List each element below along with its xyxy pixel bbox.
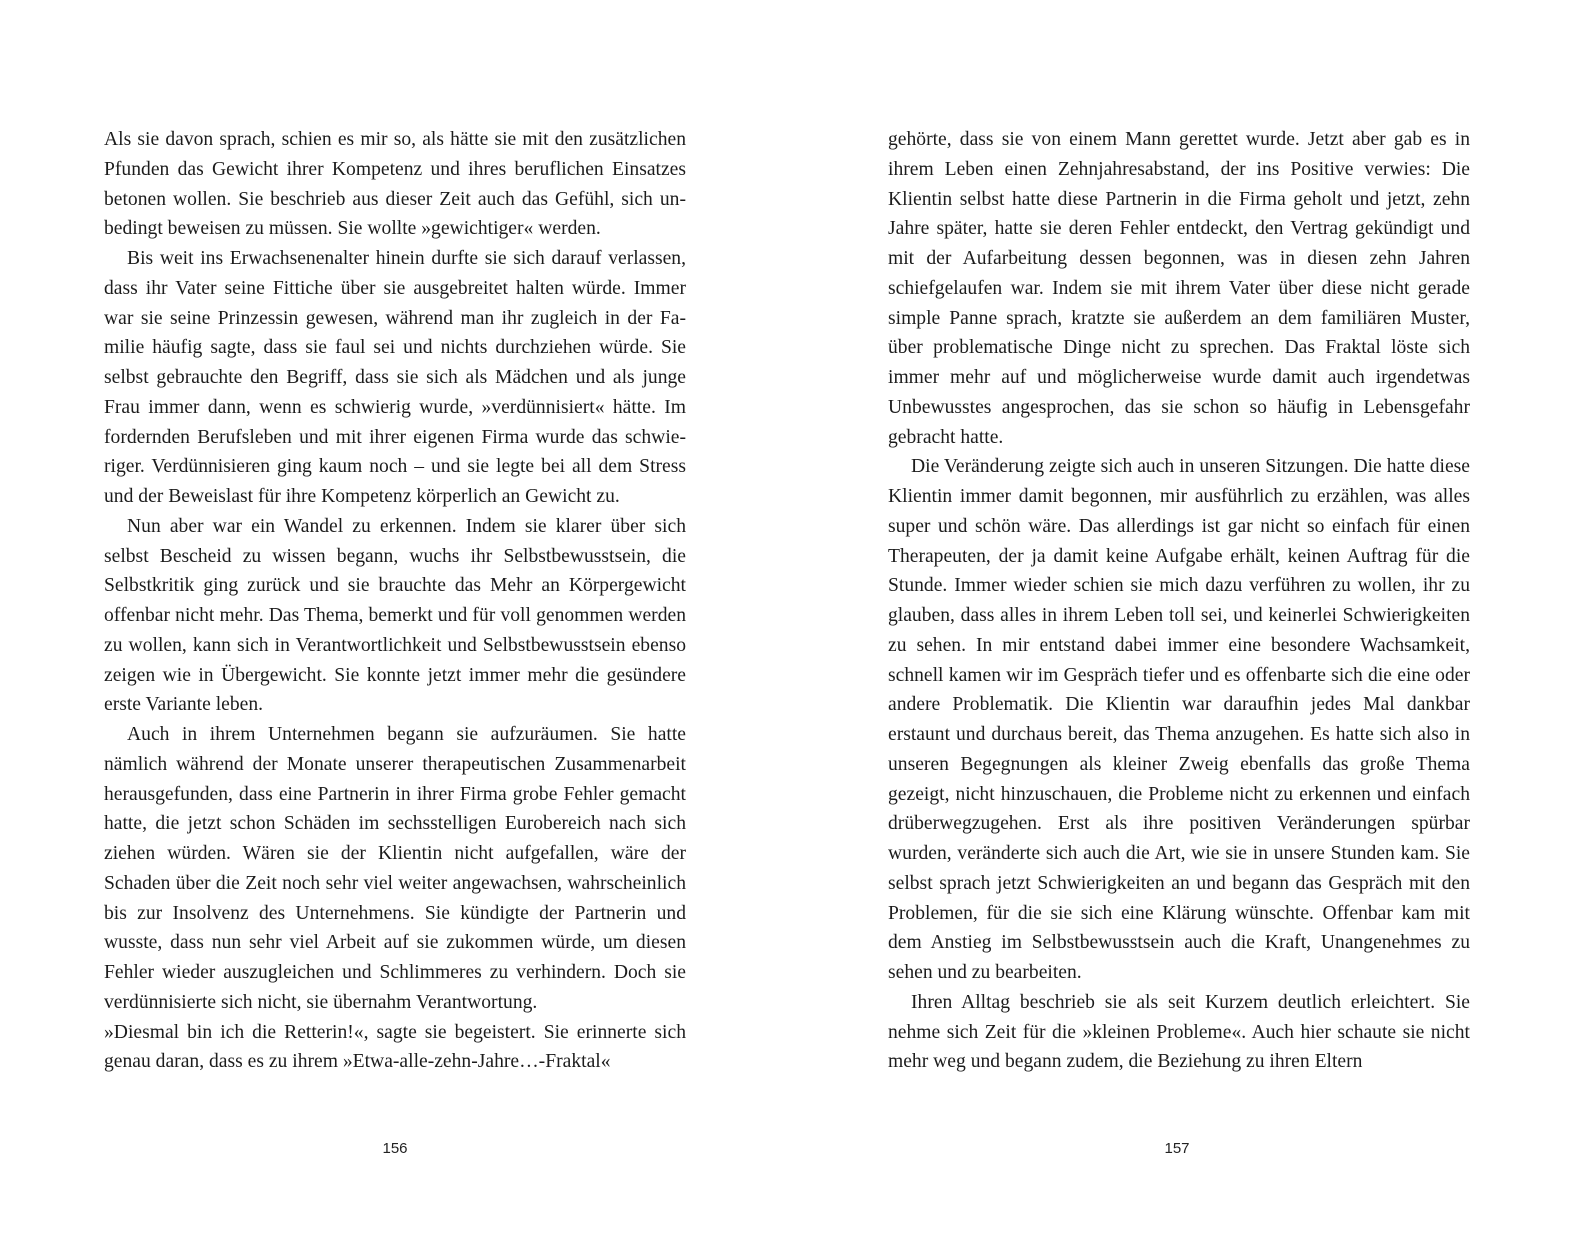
paragraph: Bis weit ins Erwachsenenalter hinein durfte sie sich darauf verlassen, dass ihr Vater seine Fittiche über sie ausgebreitet halten würde. Immer war sie seine Prinzessin gewesen, während man ihr zugleich in der Familie häufig sagte, dass sie faul sei und nichts durchziehen würde. Sie selbst gebrauchte den Begriff, dass sie sich als Mädchen und als junge Frau immer dann, wenn es schwierig wurde, »verdünnisiert« hätte. Im fordernden Berufsleben und mit ihrer eigenen Firma wurde das schwieriger. Verdünnisieren ging kaum noch – und sie legte bei all dem Stress und der Beweislast für ihre Kompetenz körperlich an Gewicht zu. <box>104 248 686 507</box>
paragraph: Nun aber war ein Wandel zu erkennen. Indem sie klarer über sich selbst Bescheid zu wissen begann, wuchs ihr Selbstbewusstsein, die Selbstkritik ging zurück und sie brauchte das Mehr an Körpergewicht offenbar nicht mehr. Das Thema, bemerkt und für voll genommen werden zu wollen, kann sich in Verantwortlichkeit und Selbstbewusstsein ebenso zeigen wie in Übergewicht. Sie konnte jetzt immer mehr die gesündere erste Variante leben. <box>104 515 686 716</box>
paragraph: Die Veränderung zeigte sich auch in unseren Sitzungen. Die hatte diese Klientin immer damit begonnen, mir ausführlich zu erzählen, was alles super und schön wäre. Das allerdings ist gar nicht so einfach für einen Therapeuten, der ja damit keine Aufgabe erhält, keinen Auftrag für die Stunde. Immer wieder schien sie mich dazu verführen zu wollen, ihr zu glauben, dass alles in ihrem Leben toll sei, und keinerlei Schwierigkeiten zu sehen. In mir entstand dabei immer eine besondere Wachsamkeit, schnell kamen wir im Gespräch tiefer und es offenbarte sich die eine oder andere Problematik. Die Klientin war daraufhin jedes Mal dankbar erstaunt und durchaus bereit, das Thema anzugehen. Es hatte sich also in unseren Begegnungen als kleiner Zweig ebenfalls das große Thema gezeigt, nicht hinzuschauen, die Probleme nicht zu erkennen und einfach drüberwegzugehen. Erst als ihre positiven Veränderungen spürbar wurden, veränderte sich auch die Art, wie sie in unsere Stunden kam. Sie selbst sprach jetzt Schwierigkeiten an und begann das Gespräch mit den Problemen, für die sie sich eine Klärung wünschte. Offenbar kam mit dem Anstieg im Selbstbewusstsein auch die Kraft, Unangenehmes zu sehen und zu bearbeiten. <box>888 456 1470 983</box>
paragraph: gehörte, dass sie von einem Mann gerettet wurde. Jetzt aber gab es in ihrem Leben einen Zehnjahresabstand, der ins Positive verwies: Die Klientin selbst hatte diese Partnerin in die Firma geholt und jetzt, zehn Jahre später, hatte sie deren Fehler entdeckt, den Vertrag gekündigt und mit der Aufarbeitung dessen begonnen, was in diesen zehn Jahren schiefgelaufen war. Indem sie mit ihrem Vater über diese nicht gerade simple Panne sprach, kratzte sie außerdem an dem familiären Muster, über problematische Dinge nicht zu sprechen. Das Fraktal löste sich immer mehr auf und möglicherweise wurde damit auch irgendetwas Unbewusstes angesprochen, das sie schon so häufig in Lebensgefahr gebracht hatte. <box>888 129 1470 448</box>
left-page-text <box>104 125 686 1077</box>
paragraph: Auch in ihrem Unternehmen begann sie aufzuräumen. Sie hatte nämlich während der Monate unserer therapeutischen Zusammenarbeit herausgefunden, dass eine Partnerin in ihrer Firma grobe Fehler gemacht hatte, die jetzt schon Schäden im sechsstelligen Eurobereich nach sich ziehen würden. Wären sie der Klientin nicht aufgefallen, wäre der Schaden über die Zeit noch sehr viel weiter angewachsen, wahrscheinlich bis zur Insolvenz des Unternehmens. Sie kündigte der Partnerin und wusste, dass nun sehr viel Arbeit auf sie zukommen würde, um diesen Fehler wieder auszugleichen und Schlimmeres zu verhindern. Doch sie verdünnisierte sich nicht, sie übernahm Verantwortung. <box>104 724 686 1013</box>
paragraph: Ihren Alltag beschrieb sie als seit Kurzem deutlich erleichtert. Sie nehme sich Zeit für die »kleinen Probleme«. Auch hier schaute sie nicht mehr weg und begann zudem, die Beziehung zu ihren Eltern <box>888 991 1470 1073</box>
page-number: 157 <box>1164 1140 1190 1157</box>
right-page-text <box>888 125 1470 1077</box>
page-number: 156 <box>382 1140 408 1157</box>
paragraph: »Diesmal bin ich die Retterin!«, sagte sie begeistert. Sie erinnerte sich genau daran, dass es zu ihrem »Etwa-alle-zehn-Jahre…-Fraktal« <box>104 1021 686 1073</box>
paragraph: Als sie davon sprach, schien es mir so, als hätte sie mit den zusätzlichen Pfunden das Gewicht ihrer Kompetenz und ihres beruflichen Einsatzes betonen wollen. Sie beschrieb aus dieser Zeit auch das Gefühl, sich unbedingt beweisen zu müssen. Sie wollte »gewichtiger« werden. <box>104 129 686 240</box>
right-page <box>797 0 1594 1240</box>
